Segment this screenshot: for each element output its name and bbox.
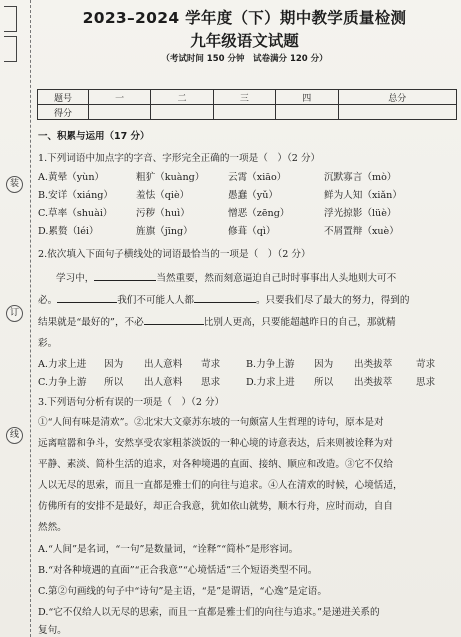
- q2-text: 我们不可能人人都: [117, 295, 194, 306]
- q2-option[interactable]: B.力争上游: [246, 359, 295, 370]
- q2-passage-line: [38, 270, 396, 284]
- q2-text: 当然重要，然而刻意逼迫自己时时事事出人头地则大可不: [156, 273, 397, 284]
- score-input-cell[interactable]: [151, 105, 213, 120]
- q2-option-word: 出人意料: [144, 377, 183, 388]
- q3-option-continued: 复句。: [38, 625, 67, 636]
- q3-option[interactable]: D.“它不仅给人以无尽的思索，而且一直都是雅士们的向往与追求。”是递进关系的: [38, 607, 380, 618]
- q2-option-word: 思求: [416, 377, 436, 388]
- q2-blank[interactable]: [144, 315, 204, 325]
- score-cell: 二: [151, 90, 213, 105]
- q1-option: 不屑置辩（xuè）: [324, 226, 399, 237]
- q1-option: 沉默寡言（mò）: [324, 172, 397, 183]
- score-cell: 三: [213, 90, 275, 105]
- q2-option[interactable]: D.力求上进: [246, 377, 295, 388]
- q3-passage-line: ①“人间有味是清欢”。②北宋大文豪苏东坡的一句颇富人生哲理的诗句，原本是对: [38, 417, 384, 428]
- score-table-header-row: [38, 90, 457, 105]
- q2-option[interactable]: A.力求上进: [38, 359, 87, 370]
- q3-passage-line: 仿佛所有的安排不是最好，却正合我意，犹如依山就势，顺木行舟，应时而动，自自: [38, 501, 393, 512]
- q3-stem: 3.下列语句分析有误的一项是（ ）（2 分）: [38, 397, 225, 408]
- q3-option[interactable]: A.“人间”是名词，“一句”是数量词，“诠释”“简朴”是形容词。: [38, 544, 299, 555]
- q2-option-word: 因为: [104, 359, 124, 370]
- q2-option-word: 出类拔萃: [354, 359, 393, 370]
- q2-text: 结果就是“最好的”，不必: [38, 317, 144, 328]
- q1-option: 污秽（huì）: [136, 208, 190, 219]
- binding-box-top: [4, 6, 17, 32]
- q2-blank[interactable]: [57, 293, 117, 303]
- q2-option-word: 所以: [314, 377, 334, 388]
- score-input-cell[interactable]: [338, 105, 457, 120]
- score-cell: 四: [276, 90, 338, 105]
- q2-option-word: 出人意料: [144, 359, 183, 370]
- q1-option: 鲜为人知（xiǎn）: [324, 190, 402, 201]
- q1-option: 旌旗（jīng）: [136, 226, 193, 237]
- q1-option: 浮光掠影（lüè）: [324, 208, 397, 219]
- binding-box-bottom: [4, 36, 17, 62]
- q3-option[interactable]: C.第②句画线的句子中“诗句”是主语，“是”是谓语，“心逸”是定语。: [38, 586, 327, 597]
- q2-text: 。只要我们尽了最大的努力，得到的: [255, 295, 410, 306]
- q2-stem: 2.依次填入下面句子横线处的词语最恰当的一项是（ ）（2 分）: [38, 249, 311, 260]
- q2-text: 必。: [38, 295, 58, 306]
- q2-option-word: 所以: [104, 377, 124, 388]
- score-input-cell[interactable]: [213, 105, 275, 120]
- q1-option: 憎恶（zēng）: [228, 208, 290, 219]
- q2-blank[interactable]: [194, 293, 256, 303]
- score-input-cell[interactable]: [89, 105, 151, 120]
- q1-stem: 1.下列词语中加点字的字音、字形完全正确的一项是（ ）（2 分）: [38, 153, 321, 164]
- q1-option[interactable]: B.安详（xiáng）: [38, 190, 113, 201]
- score-cell: 题号: [38, 90, 89, 105]
- binding-hole-zhuang: 装: [6, 176, 23, 193]
- q2-passage-line: 彩。: [38, 338, 58, 349]
- score-table: [37, 89, 457, 120]
- q2-option-word: 苛求: [416, 359, 436, 370]
- q1-option: 云霄（xiāo）: [228, 172, 287, 183]
- exam-info: （考试时间 150 分钟 试卷满分 120 分）: [161, 54, 328, 64]
- q2-passage-line: [38, 292, 409, 306]
- q2-option[interactable]: C.力争上游: [38, 377, 87, 388]
- score-table-score-row: [38, 105, 457, 120]
- score-cell: 得分: [38, 105, 89, 120]
- q1-option: 愚蠢（yǔ）: [228, 190, 278, 201]
- exam-subtitle: 九年级语文试题: [190, 32, 299, 50]
- score-input-cell[interactable]: [276, 105, 338, 120]
- score-cell: 一: [89, 90, 151, 105]
- q3-option[interactable]: B.“对各种境遇的直面”“正合我意”“心境恬适”三个短语类型不同。: [38, 565, 318, 576]
- q3-passage-line: 然然。: [38, 522, 67, 533]
- q3-passage-line: 远离喧嚣和争斗，安然享受农家粗茶淡饭的一种心境的诗意表达，后来则被诠释为对: [38, 438, 393, 449]
- binding-hole-ding: 订: [6, 305, 23, 322]
- q3-passage-line: 平静、素淡、简朴生活的追求，对各种境遇的直面、接纳、顺应和改造。③它不仅给: [38, 459, 393, 470]
- q2-blank[interactable]: [94, 271, 156, 281]
- score-cell: 总分: [338, 90, 457, 105]
- binding-margin: [0, 0, 31, 637]
- q2-passage-line: [38, 314, 396, 328]
- q2-text: 比别人更高，只要能超越昨日的自己，那就精: [203, 317, 396, 328]
- q1-option[interactable]: D.累赘（léi）: [38, 226, 99, 237]
- q2-option-word: 出类拔萃: [354, 377, 393, 388]
- q1-option[interactable]: A.黄晕（yùn）: [38, 172, 105, 183]
- q2-option-word: 思求: [201, 377, 221, 388]
- binding-hole-xian: 线: [6, 427, 23, 444]
- q1-option: 粗犷（kuàng）: [136, 172, 205, 183]
- q3-passage-line: 人以无尽的思索，而且一直都是雅士们的向往与追求。④人在清欢的时候，心境恬适，: [38, 480, 403, 491]
- q1-option: 羞怯（qiè）: [136, 190, 190, 201]
- q1-option: 修葺（qì）: [228, 226, 276, 237]
- q2-option-word: 因为: [314, 359, 334, 370]
- exam-title: 2023–2024 学年度（下）期中教学质量检测: [82, 9, 407, 27]
- q1-option[interactable]: C.草率（shuài）: [38, 208, 113, 219]
- q2-option-word: 苛求: [201, 359, 221, 370]
- q2-text: 学习中，: [56, 273, 95, 284]
- section-heading: 一、积累与运用（17 分）: [38, 131, 150, 142]
